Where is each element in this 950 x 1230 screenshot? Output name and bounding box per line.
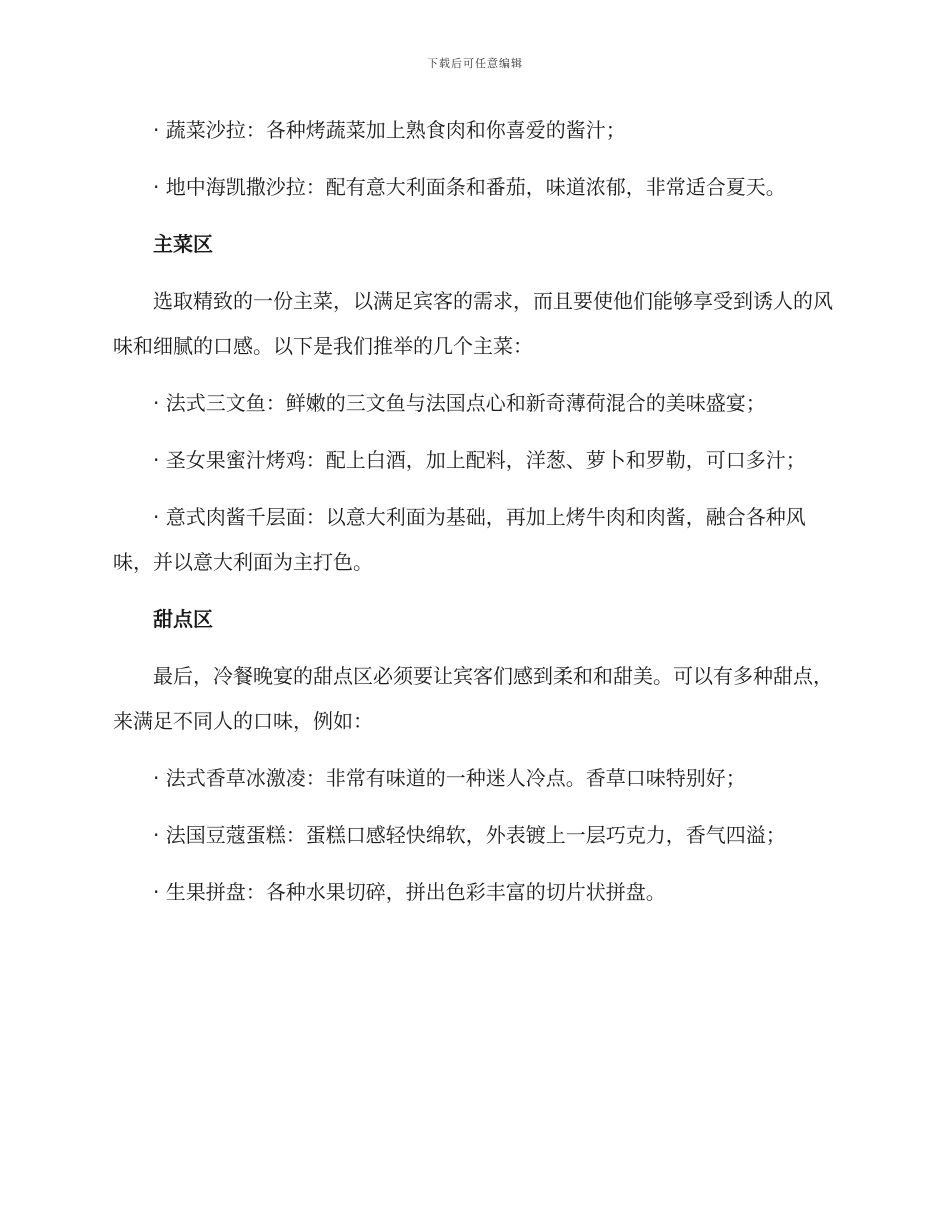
dessert-item-ice-cream: · 法式香草冰激凌：非常有味道的一种迷人冷点。香草口味特别好； [153, 766, 746, 790]
page-header: 下载后可任意编辑 [427, 57, 523, 70]
salad-item-mediterranean: · 地中海凯撒沙拉：配有意大利面条和番茄，味道浓郁，非常适合夏天。 [153, 175, 786, 199]
section-heading-dessert: 甜点区 [153, 607, 213, 631]
document-body [113, 108, 833, 927]
salad-item-vegetable: · 蔬菜沙拉：各种烤蔬菜加上熟食肉和你喜爱的酱汁； [153, 118, 626, 142]
main-item-chicken: · 圣女果蜜汁烤鸡：配上白酒，加上配料，洋葱、萝卜和罗勒，可口多汁； [153, 448, 806, 472]
dessert-item-fruit-platter: · 生果拼盘：各种水果切碎，拼出色彩丰富的切片状拼盘。 [153, 880, 666, 904]
main-item-lasagna: · 意式肉酱千层面：以意大利面为基础，再加上烤牛肉和肉酱，融合各种风味，并以意大利面为主打色。 [113, 505, 806, 574]
dessert-item-cake: · 法国豆蔻蛋糕：蛋糕口感轻快绵软，外表镀上一层巧克力，香气四溢； [153, 823, 786, 847]
dessert-intro: 最后，冷餐晚宴的甜点区必须要让宾客们感到柔和和甜美。可以有多种甜点，来满足不同人的口味，例如： [113, 664, 833, 733]
main-course-intro: 选取精致的一份主菜，以满足宾客的需求，而且要使他们能够享受到诱人的风味和细腻的口感。以下是我们推举的几个主菜： [113, 289, 833, 358]
section-heading-main-course: 主菜区 [153, 232, 213, 256]
main-item-salmon: · 法式三文鱼：鲜嫩的三文鱼与法国点心和新奇薄荷混合的美味盛宴； [153, 391, 766, 415]
